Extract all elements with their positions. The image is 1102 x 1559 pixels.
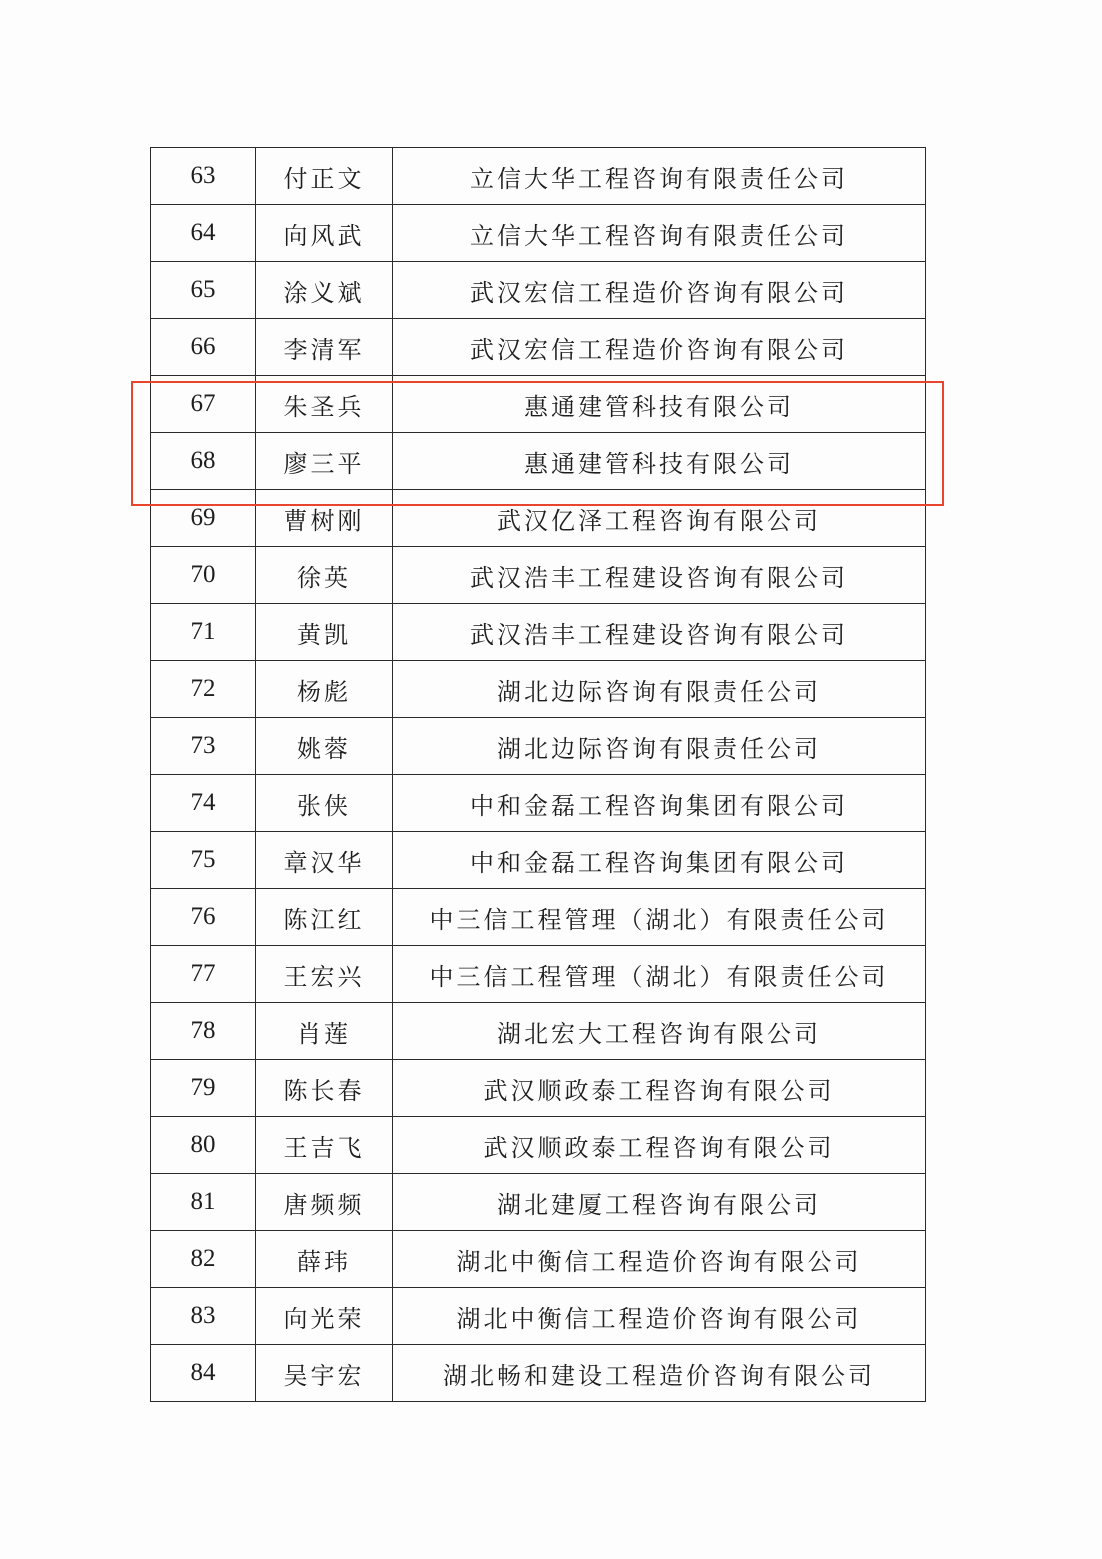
company-name: 立信大华工程咨询有限责任公司 [393, 148, 926, 205]
person-name: 曹树刚 [256, 490, 393, 547]
company-name: 武汉亿泽工程咨询有限公司 [393, 490, 926, 547]
person-name: 向光荣 [256, 1288, 393, 1345]
company-name: 中和金磊工程咨询集团有限公司 [393, 775, 926, 832]
person-name: 陈江红 [256, 889, 393, 946]
row-number: 83 [151, 1288, 256, 1345]
person-name: 王宏兴 [256, 946, 393, 1003]
person-name: 涂义斌 [256, 262, 393, 319]
person-name: 廖三平 [256, 433, 393, 490]
row-number: 74 [151, 775, 256, 832]
row-number: 70 [151, 547, 256, 604]
row-number: 65 [151, 262, 256, 319]
person-name: 付正文 [256, 148, 393, 205]
row-number: 71 [151, 604, 256, 661]
row-number: 79 [151, 1060, 256, 1117]
person-name: 薛玮 [256, 1231, 393, 1288]
company-name: 湖北畅和建设工程造价咨询有限公司 [393, 1345, 926, 1402]
table-row [151, 490, 926, 547]
row-number: 66 [151, 319, 256, 376]
company-name: 湖北建厦工程咨询有限公司 [393, 1174, 926, 1231]
company-name: 湖北中衡信工程造价咨询有限公司 [393, 1288, 926, 1345]
person-name: 向风武 [256, 205, 393, 262]
company-name: 惠通建管科技有限公司 [393, 376, 926, 433]
row-number: 77 [151, 946, 256, 1003]
company-name: 湖北边际咨询有限责任公司 [393, 718, 926, 775]
row-number: 67 [151, 376, 256, 433]
table-row [151, 547, 926, 604]
company-name: 武汉宏信工程造价咨询有限公司 [393, 319, 926, 376]
person-name: 黄凯 [256, 604, 393, 661]
person-name: 唐频频 [256, 1174, 393, 1231]
row-number: 73 [151, 718, 256, 775]
company-name: 湖北中衡信工程造价咨询有限公司 [393, 1231, 926, 1288]
company-name: 中三信工程管理（湖北）有限责任公司 [393, 946, 926, 1003]
table-row [151, 661, 926, 718]
company-name: 武汉浩丰工程建设咨询有限公司 [393, 547, 926, 604]
row-number: 72 [151, 661, 256, 718]
row-number: 84 [151, 1345, 256, 1402]
table-row [151, 832, 926, 889]
table-row [151, 1288, 926, 1345]
company-name: 湖北边际咨询有限责任公司 [393, 661, 926, 718]
table-row [151, 604, 926, 661]
row-number: 68 [151, 433, 256, 490]
company-name: 中三信工程管理（湖北）有限责任公司 [393, 889, 926, 946]
table-row [151, 1117, 926, 1174]
table-row [151, 262, 926, 319]
person-name: 陈长春 [256, 1060, 393, 1117]
row-number: 69 [151, 490, 256, 547]
table-row [151, 1231, 926, 1288]
table-row [151, 1174, 926, 1231]
company-name: 中和金磊工程咨询集团有限公司 [393, 832, 926, 889]
person-name: 王吉飞 [256, 1117, 393, 1174]
person-name: 张侠 [256, 775, 393, 832]
row-number: 76 [151, 889, 256, 946]
row-number: 63 [151, 148, 256, 205]
table-row [151, 319, 926, 376]
company-name: 武汉顺政泰工程咨询有限公司 [393, 1060, 926, 1117]
company-name: 立信大华工程咨询有限责任公司 [393, 205, 926, 262]
row-number: 78 [151, 1003, 256, 1060]
table-row [151, 433, 926, 490]
table-row [151, 1060, 926, 1117]
table-row [151, 718, 926, 775]
table-row [151, 376, 926, 433]
roster-table [150, 147, 926, 1402]
table-row [151, 1003, 926, 1060]
row-number: 81 [151, 1174, 256, 1231]
table-row [151, 889, 926, 946]
company-name: 武汉顺政泰工程咨询有限公司 [393, 1117, 926, 1174]
company-name: 惠通建管科技有限公司 [393, 433, 926, 490]
company-name: 湖北宏大工程咨询有限公司 [393, 1003, 926, 1060]
person-name: 李清军 [256, 319, 393, 376]
person-name: 吴宇宏 [256, 1345, 393, 1402]
company-name: 武汉浩丰工程建设咨询有限公司 [393, 604, 926, 661]
table-row [151, 205, 926, 262]
table-row [151, 1345, 926, 1402]
row-number: 64 [151, 205, 256, 262]
company-name: 武汉宏信工程造价咨询有限公司 [393, 262, 926, 319]
person-name: 徐英 [256, 547, 393, 604]
table-row [151, 775, 926, 832]
table-row [151, 946, 926, 1003]
person-name: 朱圣兵 [256, 376, 393, 433]
person-name: 姚蓉 [256, 718, 393, 775]
person-name: 杨彪 [256, 661, 393, 718]
row-number: 80 [151, 1117, 256, 1174]
row-number: 82 [151, 1231, 256, 1288]
table-row [151, 148, 926, 205]
row-number: 75 [151, 832, 256, 889]
person-name: 章汉华 [256, 832, 393, 889]
person-name: 肖莲 [256, 1003, 393, 1060]
